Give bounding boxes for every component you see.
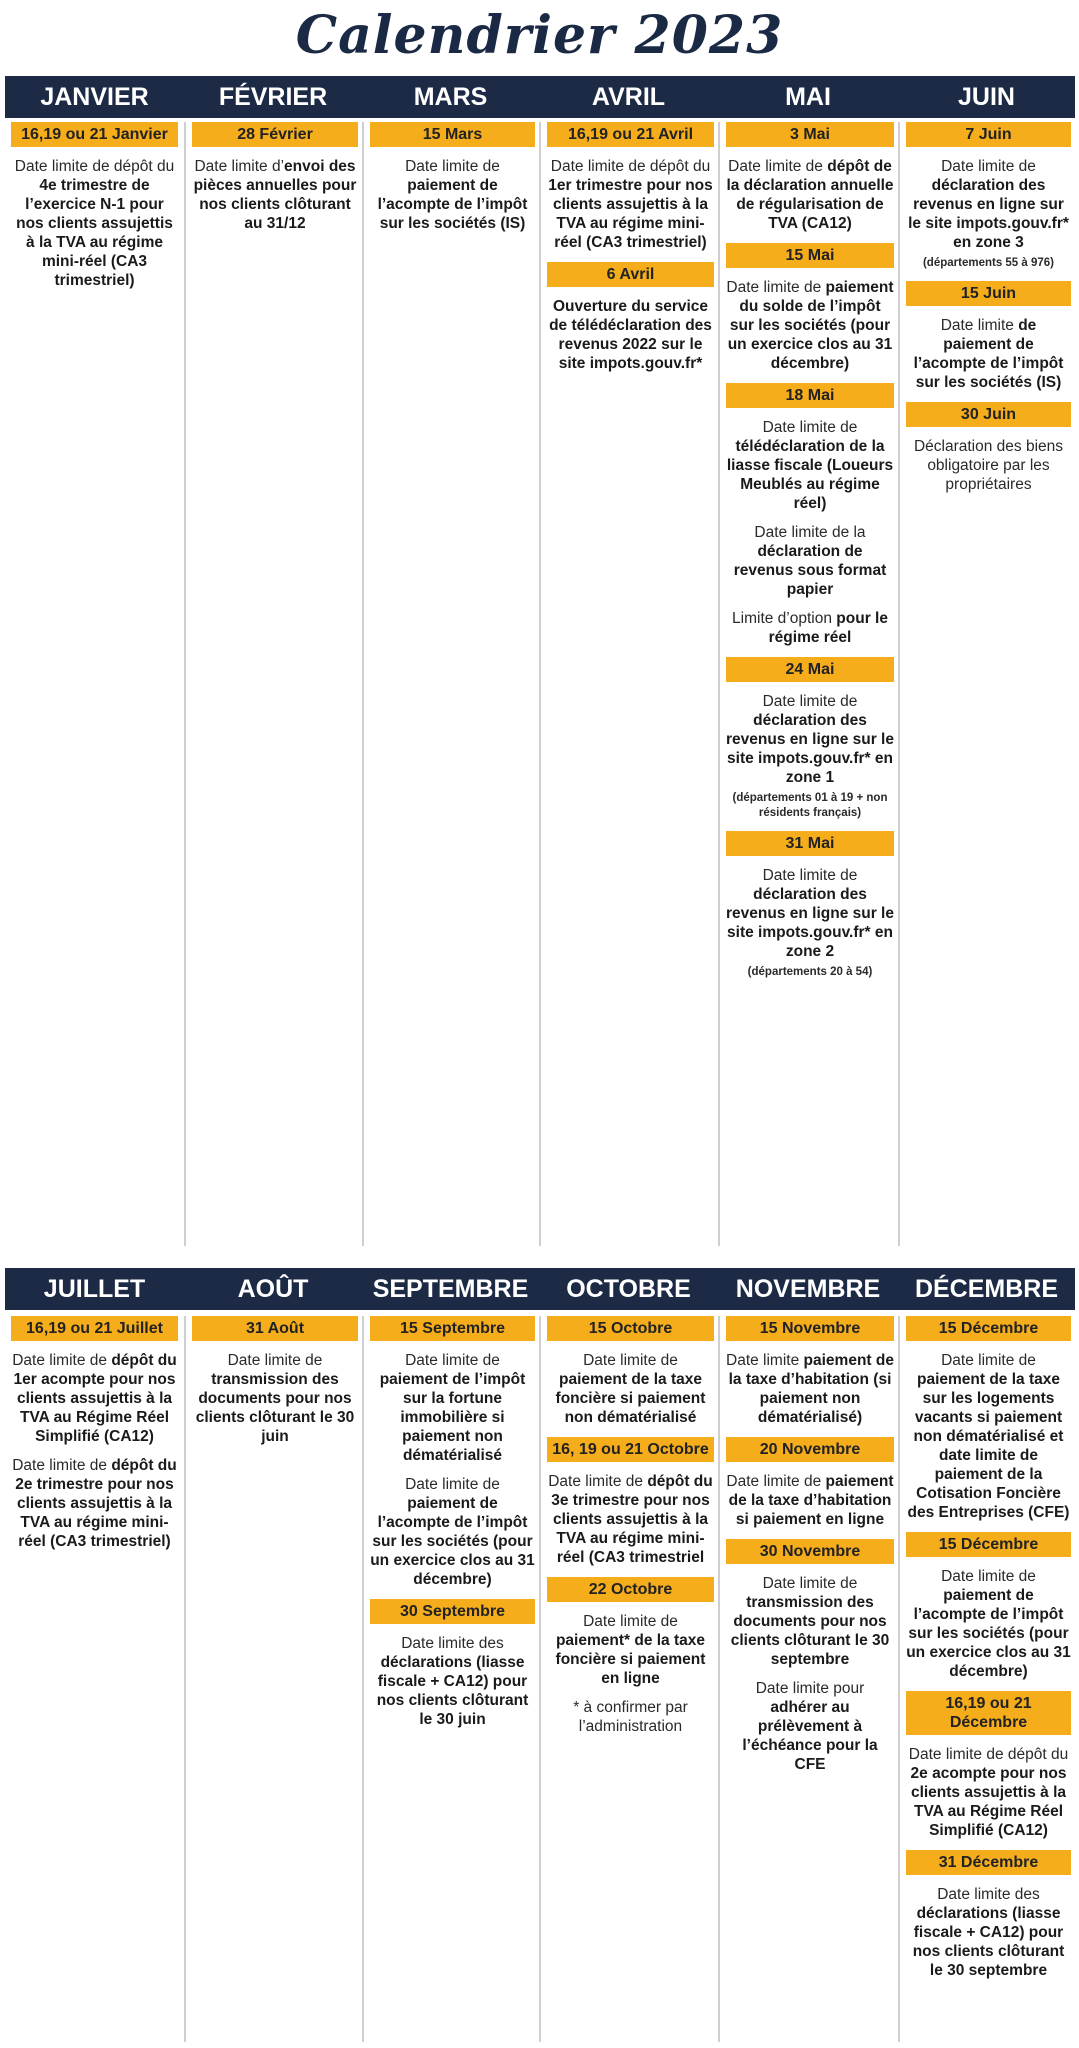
event-description bbox=[906, 1885, 1071, 1980]
month-column bbox=[718, 1316, 900, 2042]
event-text-bold: envoi des pièces annuelles pour nos clients clôturant au 31/12 bbox=[193, 158, 357, 232]
event-text: Date limite de bbox=[548, 1473, 648, 1490]
event-description bbox=[11, 1456, 178, 1551]
month-column bbox=[539, 1316, 720, 2042]
month-header-fevrier: FÉVRIER bbox=[218, 83, 328, 111]
date-badge: 15 Octobre bbox=[547, 1316, 714, 1341]
event-description bbox=[192, 157, 358, 233]
event-text: Date limite de bbox=[941, 1352, 1036, 1369]
event-text: * à confirmer par l’administration bbox=[573, 1699, 688, 1735]
event-text: Date limite de bbox=[762, 1575, 858, 1592]
date-badge: 16,19 ou 21 Avril bbox=[547, 122, 714, 147]
event-text-bold: déclaration des revenus en ligne sur le site impots.gouv.fr* en zone 1 bbox=[726, 712, 894, 786]
event-text-bold: déclarations (liasse fiscale + CA12) pour nos clients clôturant le 30 septembre bbox=[912, 1905, 1065, 1979]
event-text: Date limite de dépôt du bbox=[908, 1746, 1069, 1763]
date-badge: 24 Mai bbox=[726, 657, 894, 682]
month-header-octobre: OCTOBRE bbox=[566, 1275, 691, 1303]
months-header-bottom bbox=[5, 1268, 1075, 1310]
event-text: Déclaration des biens obligatoire par les propriétaires bbox=[913, 438, 1064, 493]
event-description bbox=[906, 1567, 1071, 1681]
event-text-bold: dépôt de la déclaration annuelle de régularisation de TVA (CA12) bbox=[726, 158, 894, 232]
event-description bbox=[547, 1612, 714, 1688]
event-description bbox=[11, 1351, 178, 1446]
date-badge: 16,19 ou 21 Décembre bbox=[906, 1691, 1071, 1735]
event-text-bold: adhérer au prélèvement à l’échéance pour la CFE bbox=[742, 1699, 878, 1773]
event-text-bold: déclaration des revenus en ligne sur le site impots.gouv.fr* en zone 3 bbox=[908, 177, 1069, 251]
event-description bbox=[547, 1351, 714, 1427]
event-description bbox=[370, 1351, 535, 1465]
event-text-bold: transmission des documents pour nos clients clôturant le 30 septembre bbox=[730, 1594, 890, 1668]
month-column bbox=[362, 122, 541, 1246]
event-text: Date limite de bbox=[405, 1476, 500, 1493]
month-column bbox=[898, 1316, 1077, 2042]
event-description bbox=[726, 278, 894, 373]
month-header-juillet: JUILLET bbox=[43, 1275, 146, 1303]
event-text: Date limite de bbox=[12, 1352, 112, 1369]
month-header-janvier: JANVIER bbox=[40, 83, 149, 111]
event-text: Date limite de la bbox=[754, 524, 866, 541]
event-text: Date limite des bbox=[937, 1886, 1040, 1903]
date-badge: 30 Novembre bbox=[726, 1539, 894, 1564]
event-text: Date limite de bbox=[726, 279, 826, 296]
event-description bbox=[726, 1351, 894, 1427]
event-description bbox=[547, 1472, 714, 1567]
date-badge: 30 Juin bbox=[906, 402, 1071, 427]
event-text: Date limite de dépôt du bbox=[550, 158, 711, 175]
event-text: Date limite bbox=[726, 1352, 804, 1369]
event-text-bold: déclaration de revenus sous format papier bbox=[733, 543, 887, 598]
date-badge: 15 Juin bbox=[906, 281, 1071, 306]
event-text: Date limite de bbox=[405, 158, 500, 175]
month-header-mars: MARS bbox=[413, 83, 488, 111]
month-header-septembre: SEPTEMBRE bbox=[372, 1275, 529, 1303]
event-text-bold: télédéclaration de la liasse fiscale (Loueurs Meublés au régime réel) bbox=[726, 438, 894, 512]
event-text: Date limite bbox=[940, 317, 1019, 334]
event-description bbox=[906, 1745, 1071, 1840]
event-text-bold: déclaration des revenus en ligne sur le site impots.gouv.fr* en zone 2 bbox=[726, 886, 894, 960]
event-description bbox=[11, 157, 178, 290]
event-text-bold: paiement de la taxe d’habitation (si paiement non dématérialisé) bbox=[728, 1352, 894, 1426]
event-text-bold: 2e acompte pour nos clients assujettis à la TVA au Régime Réel Simplifié (CA12) bbox=[910, 1765, 1067, 1839]
month-column bbox=[539, 122, 720, 1246]
month-column bbox=[184, 122, 364, 1246]
event-text-bold: paiement de l’acompte de l’impôt sur les sociétés (IS) bbox=[377, 177, 528, 232]
event-text: Date limite de bbox=[941, 1568, 1036, 1585]
event-text-bold: paiement de la taxe foncière si paiement non dématérialisé bbox=[555, 1371, 706, 1426]
event-description bbox=[906, 1351, 1071, 1522]
event-text-bold: de paiement de l’acompte de l’impôt sur les sociétés (IS) bbox=[913, 317, 1064, 391]
month-column bbox=[718, 122, 900, 1246]
month-column bbox=[5, 1316, 184, 2042]
event-description bbox=[726, 523, 894, 599]
event-text: Date limite des bbox=[401, 1635, 504, 1652]
date-badge: 15 Novembre bbox=[726, 1316, 894, 1341]
event-description bbox=[370, 1634, 535, 1729]
event-text-bold: paiement de la taxe sur les logements vacants si paiement non dématérialisé et date limite de paiement de la Cotisation Foncière des Entreprises (CFE) bbox=[907, 1371, 1070, 1521]
date-badge: 16,19 ou 21 Juillet bbox=[11, 1316, 178, 1341]
event-text-bold: dépôt du 1er acompte pour nos clients assujettis à la TVA au Régime Réel Simplifié (CA12) bbox=[13, 1352, 177, 1445]
month-column bbox=[898, 122, 1077, 1246]
month-header-aout: AOÛT bbox=[237, 1275, 309, 1303]
event-description bbox=[370, 157, 535, 233]
event-text: Date limite de bbox=[762, 419, 858, 436]
date-badge: 16, 19 ou 21 Octobre bbox=[547, 1437, 714, 1462]
event-text: Date limite de dépôt du bbox=[14, 158, 175, 175]
date-badge: 6 Avril bbox=[547, 262, 714, 287]
month-column bbox=[184, 1316, 364, 2042]
date-badge: 15 Mars bbox=[370, 122, 535, 147]
event-text-bold: paiement* de la taxe foncière si paiement en ligne bbox=[555, 1632, 706, 1687]
event-text: Date limite d’ bbox=[194, 158, 285, 175]
event-description bbox=[726, 866, 894, 961]
month-header-decembre: DÉCEMBRE bbox=[914, 1275, 1059, 1303]
event-text-bold: paiement de la taxe d’habitation si paiement en ligne bbox=[728, 1473, 894, 1528]
event-description bbox=[906, 437, 1071, 494]
event-text-bold: pour le régime réel bbox=[768, 610, 888, 646]
event-description bbox=[726, 157, 894, 233]
event-description bbox=[547, 1698, 714, 1736]
event-text: Limite d’option bbox=[732, 610, 837, 627]
event-text: Date limite de bbox=[227, 1352, 323, 1369]
date-badge: 15 Septembre bbox=[370, 1316, 535, 1341]
event-text-bold: paiement du solde de l’impôt sur les sociétés (pour un exercice clos au 31 décembre) bbox=[727, 279, 894, 372]
month-column bbox=[362, 1316, 541, 2042]
date-badge: 30 Septembre bbox=[370, 1599, 535, 1624]
date-badge: 3 Mai bbox=[726, 122, 894, 147]
event-description bbox=[726, 609, 894, 647]
event-note: (départements 55 à 976) bbox=[922, 257, 1055, 269]
event-text: Date limite pour bbox=[755, 1680, 865, 1697]
event-text: Date limite de bbox=[941, 158, 1036, 175]
date-badge: 15 Mai bbox=[726, 243, 894, 268]
date-badge: 31 Décembre bbox=[906, 1850, 1071, 1875]
event-text-bold: paiement de l’acompte de l’impôt sur les sociétés (pour un exercice clos au 31 décembre) bbox=[906, 1587, 1071, 1680]
page-title: Calendrier 2023 bbox=[295, 5, 784, 66]
event-text-bold: paiement de l’impôt sur la fortune immobilière si paiement non dématérialisé bbox=[379, 1371, 526, 1464]
date-badge: 28 Février bbox=[192, 122, 358, 147]
event-text-bold: 1er trimestre pour nos clients assujettis à la TVA au régime mini-réel (CA3 trimestriel) bbox=[548, 177, 713, 251]
date-badge: 31 Mai bbox=[726, 831, 894, 856]
event-text-bold: dépôt du 3e trimestre pour nos clients assujettis à la TVA au régime mini-réel (CA3 trimestriel bbox=[551, 1473, 713, 1566]
date-badge: 15 Décembre bbox=[906, 1532, 1071, 1557]
event-description bbox=[726, 418, 894, 513]
date-badge: 16,19 ou 21 Janvier bbox=[11, 122, 178, 147]
event-description bbox=[726, 1679, 894, 1774]
event-text: Date limite de bbox=[762, 867, 858, 884]
date-badge: 22 Octobre bbox=[547, 1577, 714, 1602]
month-header-juin: JUIN bbox=[958, 83, 1015, 111]
date-badge: 20 Novembre bbox=[726, 1437, 894, 1462]
event-text: Date limite de bbox=[726, 1473, 826, 1490]
event-text: Date limite de bbox=[583, 1613, 678, 1630]
event-description bbox=[547, 297, 714, 373]
event-text-bold: déclarations (liasse fiscale + CA12) pour nos clients clôturant le 30 juin bbox=[376, 1654, 529, 1728]
event-text: Date limite de bbox=[728, 158, 828, 175]
event-description bbox=[370, 1475, 535, 1589]
event-description bbox=[726, 1472, 894, 1529]
date-badge: 15 Décembre bbox=[906, 1316, 1071, 1341]
event-description bbox=[726, 1574, 894, 1669]
month-header-mai: MAI bbox=[785, 83, 831, 111]
event-text: Date limite de bbox=[762, 693, 858, 710]
event-text-bold: 4e trimestre de l’exercice N-1 pour nos clients assujettis à la TVA au régime mini-réel (CA3 trimestriel) bbox=[16, 177, 173, 289]
date-badge: 18 Mai bbox=[726, 383, 894, 408]
event-description bbox=[192, 1351, 358, 1446]
event-text-bold: Ouverture du service de télédéclaration des revenus 2022 sur le site impots.gouv.fr* bbox=[549, 298, 712, 372]
month-column bbox=[5, 122, 184, 1246]
month-header-avril: AVRIL bbox=[591, 83, 666, 111]
month-header-novembre: NOVEMBRE bbox=[735, 1275, 881, 1303]
event-note: (départements 01 à 19 + non résidents français) bbox=[732, 792, 888, 819]
event-text: Date limite de bbox=[405, 1352, 500, 1369]
event-note: (départements 20 à 54) bbox=[747, 966, 873, 978]
event-description bbox=[547, 157, 714, 252]
event-text-bold: transmission des documents pour nos clients clôturant le 30 juin bbox=[195, 1371, 355, 1445]
event-text-bold: paiement de l’acompte de l’impôt sur les sociétés (pour un exercice clos au 31 décembre) bbox=[370, 1495, 535, 1588]
months-header-top bbox=[5, 76, 1075, 118]
event-description bbox=[726, 692, 894, 787]
event-description bbox=[906, 316, 1071, 392]
event-description bbox=[906, 157, 1071, 252]
date-badge: 31 Août bbox=[192, 1316, 358, 1341]
event-text: Date limite de bbox=[12, 1457, 112, 1474]
event-text: Date limite de bbox=[583, 1352, 678, 1369]
date-badge: 7 Juin bbox=[906, 122, 1071, 147]
event-text-bold: dépôt du 2e trimestre pour nos clients assujettis à la TVA au régime mini-réel (CA3 trimestriel) bbox=[15, 1457, 177, 1550]
